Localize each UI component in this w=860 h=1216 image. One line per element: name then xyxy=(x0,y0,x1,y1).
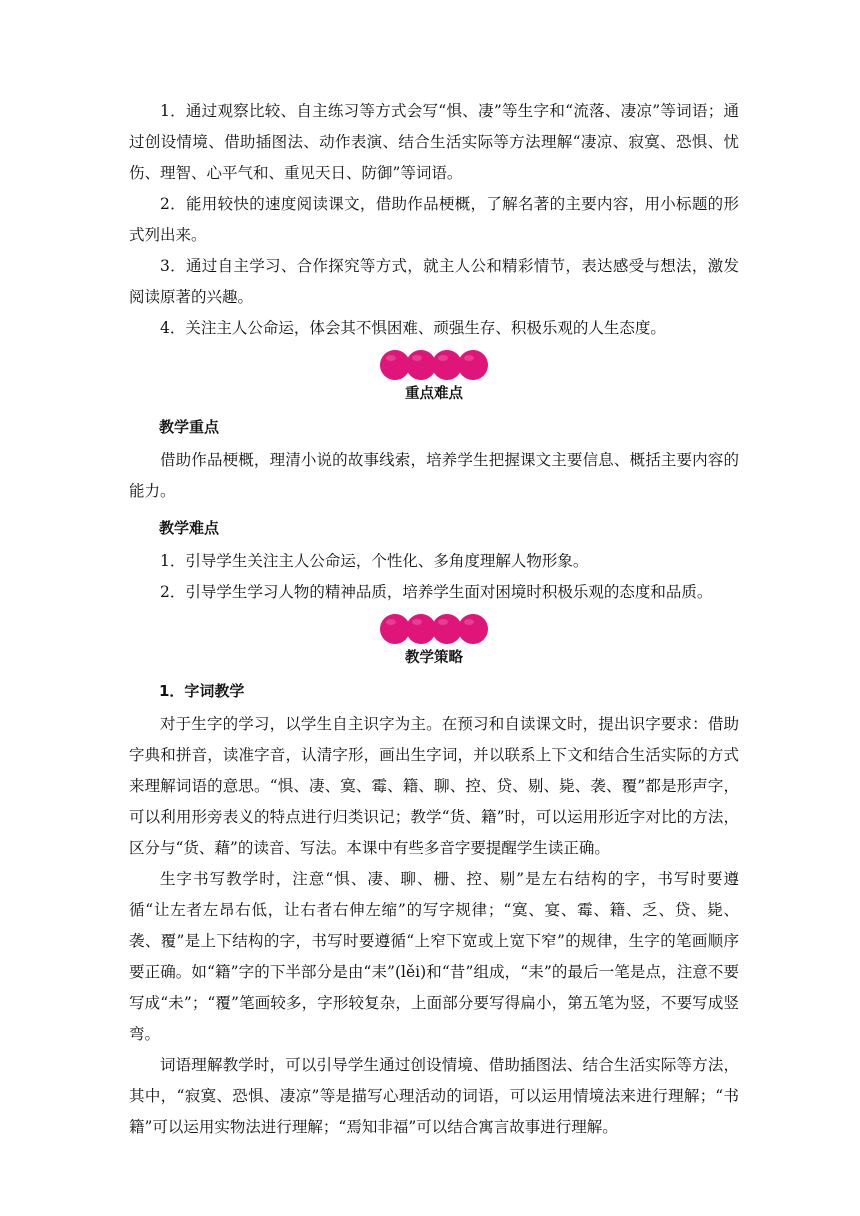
objective-item-3: 3．通过自主学习、合作探究等方式，就主人公和精彩情节，表达感受与想法，激发阅读原著的兴趣。 xyxy=(129,257,739,306)
key-text: 借助作品梗概，理清小说的故事线索，培养学生把握课文主要信息、概括主要内容的能力。 xyxy=(129,451,739,500)
objectives-list xyxy=(129,96,739,344)
strategy-paragraph-3: 词语理解教学时，可以引导学生通过创设情境、借助插图法、结合生活实际等方法，其中，“寂寞、恐惧、凄凉”等是描写心理活动的词语，可以运用情境法来进行理解；“书籍”可以运用实物法进行理解；“焉知非福”可以结合寓言故事进行理解。 xyxy=(129,1056,739,1136)
strategy-sub-heading: 1．字词教学 xyxy=(159,682,245,700)
difficulty-heading: 教学难点 xyxy=(159,519,220,537)
document-page xyxy=(129,96,739,1143)
dot-icon xyxy=(458,614,488,644)
difficulty-item-1: 1．引导学生关注主人公命运，个性化、多角度理解人物形象。 xyxy=(160,552,589,570)
strategy-paragraph-1: 对于生字的学习，以学生自主识字为主。在预习和自读课文时，提出识字要求：借助字典和拼音，读准字音，认清字形，画出生字词，并以联系上下文和结合生活实际的方式来理解词语的意思。“惧、凄、寞、霉、籍、聊、控、贷、剔、毙、袭、覆”都是形声字，可以利用形旁表义的特点进行归类识记；教学“货、籍”时，可以运用形近字对比的方法，区分与“货、藉”的读音、写法。本课中有些多音字要提醒学生读正确。 xyxy=(129,715,739,857)
key-heading: 教学重点 xyxy=(159,418,220,436)
section-title: 教学策略 xyxy=(405,650,463,666)
section-header-key-difficulty xyxy=(129,350,739,406)
decorative-dots-icon xyxy=(129,350,739,380)
section-title: 重点难点 xyxy=(405,386,463,402)
objective-item-1: 1．通过观察比较、自主练习等方式会写“惧、凄”等生字和“流落、凄凉”等词语；通过创设情境、借助插图法、动作表演、结合生活实际等方法理解“凄凉、寂寞、恐惧、忧伤、理智、心平气和、重见天日、防御”等词语。 xyxy=(129,102,739,182)
strategy-paragraph-2: 生字书写教学时，注意“惧、凄、聊、栅、控、剔”是左右结构的字，书写时要遵循“让左者左昂右低，让右者右伸左缩”的写字规律；“寞、宴、霉、籍、乏、贷、毙、袭、覆”是上下结构的字，书写时要遵循“上窄下宽或上宽下窄”的规律，生字的笔画顺序要正确。如“籍”字的下半部分是由“耒”(lěi)和“昔”组成，“耒”的最后一笔是点，注意不要写成“未”；“覆”笔画较多，字形较复杂，上面部分要写得扁小，第五笔为竖，不要写成竖弯。 xyxy=(129,870,739,1043)
difficulty-item-2: 2．引导学生学习人物的精神品质，培养学生面对困境时积极乐观的态度和品质。 xyxy=(160,583,713,601)
decorative-dots-icon xyxy=(129,614,739,644)
objective-item-4: 4．关注主人公命运，体会其不惧困难、顽强生存、积极乐观的人生态度。 xyxy=(160,319,666,337)
objective-item-2: 2．能用较快的速度阅读课文，借助作品梗概，了解名著的主要内容，用小标题的形式列出来。 xyxy=(129,195,739,244)
dot-icon xyxy=(458,350,488,380)
section-header-strategy xyxy=(129,614,739,670)
